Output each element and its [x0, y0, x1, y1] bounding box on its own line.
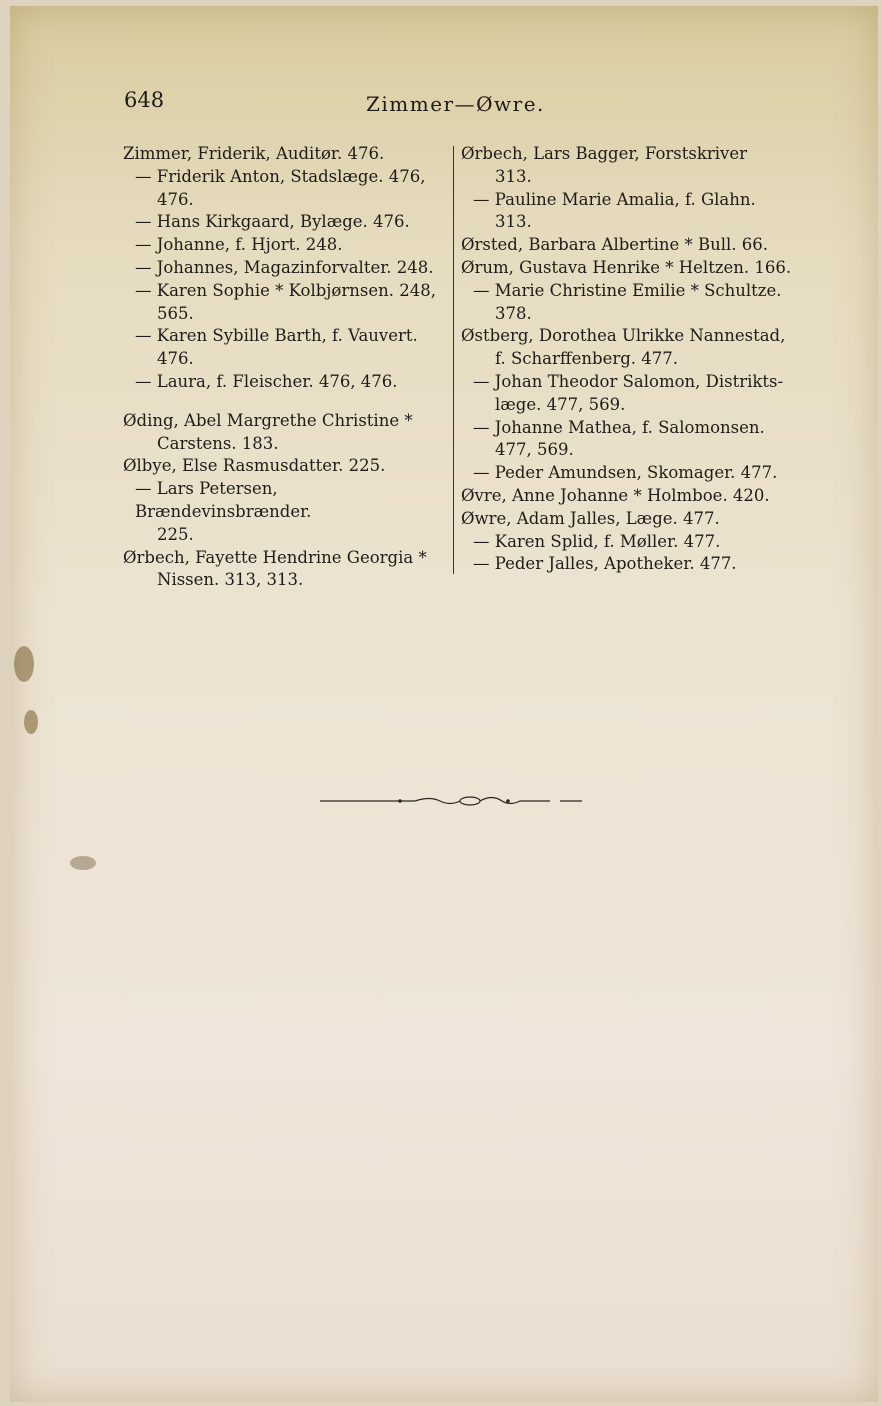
index-entry-line: — Hans Kirkgaard, Bylæge. 476.: [135, 212, 410, 232]
index-entry-line: Zimmer, Friderik, Auditør. 476.: [123, 144, 385, 163]
page-number: 648: [124, 88, 165, 112]
index-entry-line: Ørum, Gustava Henrike * Heltzen. 166.: [461, 257, 792, 277]
index-entry-line: Østberg, Dorothea Ulrikke Nannestad,: [461, 326, 786, 346]
index-entry-line: — Pauline Marie Amalia, f. Glahn.: [473, 189, 756, 209]
index-entry-line: — Johanne Mathea, f. Salomonsen.: [473, 417, 765, 437]
index-entry-line: — Laura, f. Fleischer. 476, 476.: [135, 371, 398, 391]
index-entry-line: — Johan Theodor Salomon, Distrikts-: [473, 371, 784, 391]
index-entry-line: — Peder Amundsen, Skomager. 477.: [473, 463, 778, 483]
index-entry-line: Ørsted, Barbara Albertine * Bull. 66.: [461, 235, 769, 255]
end-ornament-icon: [320, 790, 585, 812]
index-entry-line: Carstens. 183.: [157, 433, 279, 453]
index-entry-line: 225.: [157, 524, 194, 544]
index-entry-line: — Lars Petersen, Brændevinsbrænder.: [135, 479, 312, 521]
paper-stain: [70, 856, 96, 870]
index-entry-line: — Friderik Anton, Stadslæge. 476,: [135, 166, 426, 186]
index-entry-line: — Johanne, f. Hjort. 248.: [135, 235, 343, 255]
index-entry-line: 565.: [157, 303, 194, 323]
index-entry-line: læge. 477, 569.: [495, 394, 626, 414]
index-entry-line: Ørbech, Fayette Hendrine Georgia *: [123, 547, 427, 567]
index-entry-line: 378.: [495, 303, 532, 323]
index-entry-line: 313.: [495, 166, 532, 186]
left-column: [123, 143, 449, 592]
index-entry-line: 476.: [157, 189, 194, 209]
index-entry-line: f. Scharffenberg. 477.: [495, 349, 679, 369]
index-entry-line: Øwre, Adam Jalles, Læge. 477.: [461, 508, 720, 528]
index-entry-line: 477, 569.: [495, 440, 574, 460]
index-entry-line: 313.: [495, 212, 532, 232]
index-entry-line: — Karen Splid, f. Møller. 477.: [473, 531, 721, 551]
index-entry-line: 476.: [157, 349, 194, 369]
paper-stain: [14, 646, 34, 682]
column-divider: [453, 146, 454, 574]
running-head: Zimmer—Øwre.: [366, 92, 545, 116]
index-entry-line: Nissen. 313, 313.: [157, 570, 304, 590]
index-entry-line: — Karen Sophie * Kolbjørnsen. 248,: [135, 280, 436, 300]
index-entry-line: Øding, Abel Margrethe Christine *: [123, 410, 413, 430]
spacer: [123, 394, 449, 410]
index-entry-line: — Peder Jalles, Apotheker. 477.: [473, 554, 737, 574]
index-entry-line: Øvre, Anne Johanne * Holmboe. 420.: [461, 485, 770, 505]
paper-stain: [24, 710, 38, 734]
index-entry-line: Ølbye, Else Rasmusdatter. 225.: [123, 456, 386, 476]
index-entry-line: — Johannes, Magazinforvalter. 248.: [135, 257, 434, 277]
right-column: [461, 143, 794, 576]
index-entry-line: — Karen Sybille Barth, f. Vauvert.: [135, 326, 418, 346]
index-entry-line: — Marie Christine Emilie * Schultze.: [473, 280, 782, 300]
index-entry-line: Ørbech, Lars Bagger, Forstskriver: [461, 144, 747, 163]
